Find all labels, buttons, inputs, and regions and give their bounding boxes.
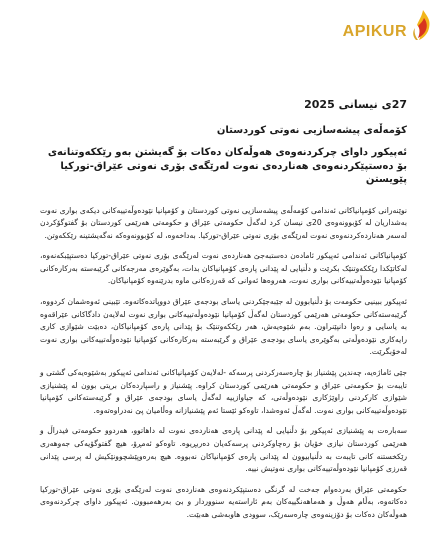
- paragraph-1: نوێنەرانی کۆمپانیاکانی ئەندامی کۆمەڵەی پیشەسازیی نەوتی کوردستان و کۆمپانیا نێودەوڵەتییەکانی دیکەی بواری نەوت بەشداریان لە کۆبوونەوەی 20ی نیسان کرد لەگەڵ حکومەتی عێراق و حکومەتی هەرێمی کوردستان بۆ گفتوگۆکردن لەسەر هەناردەکردنەوەی نەوت لەرێگەی بۆری نەوتی عێراق-تورکیا. بەداخەوە، لە کۆبوونەوەکە نەگەیشتینە رێککەوتن.: [40, 205, 407, 240]
- apikur-logo: [343, 8, 435, 42]
- paragraph-4: جێی ئاماژەیە، چەندین پێشنیاز بۆ چارەسەرکردنی پرسەکە -لەلایەن کۆمپانیاکانی ئەندامی ئەپیکور بەشێوەیەکی گشتی و تایبەت بۆ حکومەتی عێراق و حکومەتی هەرێمی کوردستان کراوە. پێشنیاز و راسپاردەکان بریتی بوون لە پێشنیازی شێوازی کارکردنی راوێژکاری نێودەوڵەتی، کە جیاوازییە لەگەڵ یاسای بودجەی عێراق و گرێبەستەکانی کۆمپانیا نێودەوڵەتییەکانی بواری نەوت. لەگەڵ ئەوەشدا، تاوەکو ئێستا ئەم پێشنیازانە وەڵامیان پێ نەدراوەتەوە.: [40, 368, 407, 415]
- logo-text: APIKUR: [342, 23, 407, 40]
- paragraph-5: سەبارەت بە پێشنیازی ئەپیکور بۆ دڵنیایی لە پێدانی پارەی هەناردەی نەوت لە داهاتوو، هەردوو حکومەتی فیدراڵ و هەرێمی کوردستان نیازی خۆیان بۆ رەچاوکردنی پرسەکەیان دەربڕیوە. تاوەکو ئەمڕۆ، هیچ گفتوگۆیەکی جەوهەری رێکخستنە کانی تایبەت بە دڵنیابیوون لە پێدانی پارەی کۆمپانیاکان نەبووە. هیچ بەرەوپێشچوونێکیش لە پرسی پێدانی قەرزی کۆمپانیا نێودەوڵەتییەکانی بواری نەوتیش نییە.: [40, 426, 407, 474]
- article-date: 27ی نیسانی 2025: [304, 98, 407, 111]
- paragraph-2: کۆمپانیاکانی ئەندامی ئەپیکور ئامادەن دەستبەجێ هەناردەی نەوت لەرێگەی بۆری نەوتی عێراق-تورکیا دەستپێبکەنەوە، لەکاتێکدا رێککەوتنێک بکرێت و دڵنیایی لە پێدانی پارەی کۆمپانیاکان بدات، بەگوێرەی مەرجەکانی گرێبەستە بەرکارەکانی کۆمپانیا نێودەوڵەتییەکانی بواری نەوت، هەروەها ئەوانی کە قەرزەکانی ماوە بدرێنەوە کۆمپانیاکان.: [40, 251, 407, 286]
- paragraph-6: حکومەتی عێراق بەردەوام جەخت لە گرنگی دەستپێکردنەوەی هەناردەی نەوت لەرێگەی بۆری نەوتی عێراق-تورکیا دەکاتەوە، بەڵام هەوڵ و هەماهەنگییەکان بەم ئاراستەیە سنووردار و بێ بەرهەمبوون. ئەپیکور داوای چرکردنەوەی هەوڵەکان دەکات بۆ دۆزینەوەی چارەسەرێک، سوودی هاوبەشی هەبێت.: [40, 484, 407, 519]
- article-subtitle: کۆمەڵەی پیشەسازیی نەوتی کوردستان: [216, 125, 407, 136]
- paragraph-3: ئەپیکور ببینیی حکومەت بۆ دڵنیابوون لە جێبەجێکردنی یاسای بودجەی عێراق دووپاتدەکاتەوە. تێبینی ئەوەشمان کردووە، گرێبەستەکانی حکومەتی هەرێمی کوردستان لەگەڵ کۆمپانیا نێودەوڵەتییەکانی بواری نەوت لەلایەن دادگاکانی عێراقەوە بە یاسایی و رەوا دانپێنراون. بەم شێوەیەش، هەر رێککەوتنێک بۆ پێدانی پارەی کۆمپانیاکان، دەبێت شێوازی کاری رایەکاری نێودەوڵەتی بەگوێرەی یاسای بودجەی عێراق و گرێبەستە بەرکارەکانی کۆمپانیا نێودەوڵەتییەکانی بواری نەوت لەخۆبگرێت.: [40, 297, 407, 357]
- article-headline: ئەپیکور داوای چرکردنەوەی هەوڵەکان دەکات بۆ گەیشتن بەو رێککەوتنانەی بۆ دەستپێکردنەوەی هەناردەی نەوت لەرێگەی بۆری نەوتی عێراق-تورکیا پێویستن: [47, 147, 407, 185]
- flame-icon: [409, 8, 435, 42]
- article: [40, 98, 407, 530]
